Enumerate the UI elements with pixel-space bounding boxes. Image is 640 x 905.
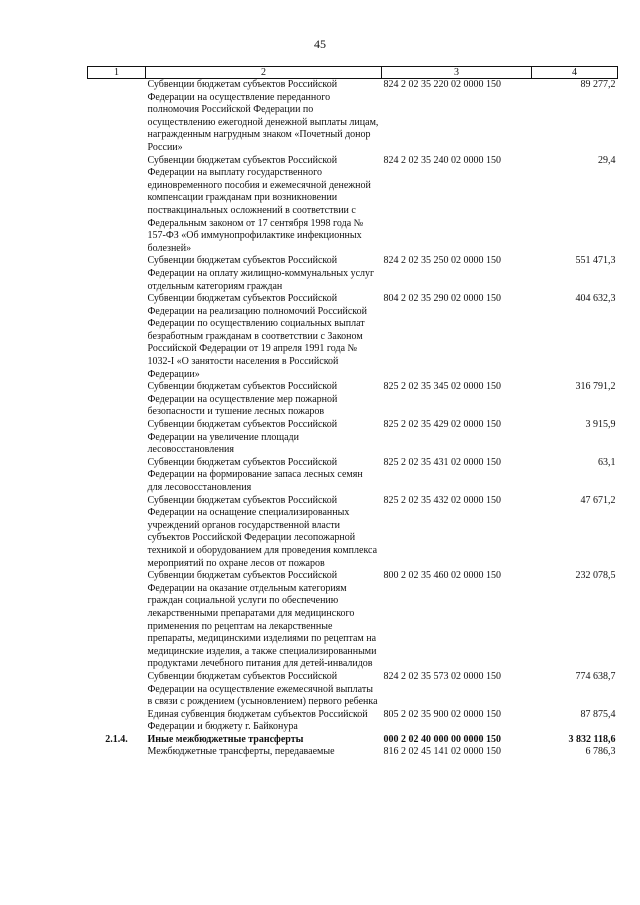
column-header-1: 1 (88, 67, 146, 79)
row-name-cell: Субвенции бюджетам субъектов Российской Федерации на оснащение специализированных учреждений органов государственной власти субъектов Российской Федерации лесопожарной техникой и оборудованием для проведения комплекса мероприятий по охране лесов от пожаров (147, 494, 378, 569)
column-number-header-row (88, 67, 618, 79)
row-name-cell: Субвенции бюджетам субъектов Российской Федерации на формирование запаса лесных семян для лесовосстановления (147, 456, 363, 493)
row-name-cell: Единая субвенция бюджетам субъектов Российской Федерации и бюджету г. Байконура (147, 708, 368, 733)
column-header-4: 4 (532, 67, 618, 79)
row-amount-cell: 551 471,3 (575, 255, 616, 267)
row-amount-cell: 29,4 (598, 154, 616, 166)
row-number-cell: 2.1.4. (105, 733, 128, 745)
row-amount-cell: 47 671,2 (580, 494, 616, 506)
row-code-cell: 800 2 02 35 460 02 0000 150 (383, 570, 501, 582)
table-row (88, 671, 618, 709)
budget-revenue-table (87, 66, 618, 759)
table-row (88, 155, 618, 256)
row-amount-cell: 774 638,7 (575, 670, 616, 682)
row-amount-cell: 404 632,3 (575, 293, 616, 305)
row-number-cell (88, 495, 146, 571)
row-number-cell (88, 457, 146, 495)
row-amount-cell: 3 915,9 (585, 419, 616, 431)
row-code-cell: 816 2 02 45 141 02 0000 150 (383, 746, 501, 758)
row-amount-cell: 63,1 (598, 456, 616, 468)
table-row (88, 419, 618, 457)
row-number-cell (88, 709, 146, 734)
column-header-2: 2 (146, 67, 382, 79)
row-code-cell: 824 2 02 35 250 02 0000 150 (383, 255, 501, 267)
row-amount-cell: 87 875,4 (580, 708, 616, 720)
row-name-cell: Субвенции бюджетам субъектов Российской Федерации на осуществление мер пожарной безопасности и тушение лесных пожаров (147, 381, 338, 418)
row-amount-cell: 232 078,5 (575, 570, 616, 582)
row-number-cell (88, 79, 146, 155)
table-row (88, 495, 618, 571)
row-amount-cell: 89 277,2 (580, 79, 616, 90)
row-name-cell: Иные межбюджетные трансферты (147, 733, 304, 745)
row-code-cell: 825 2 02 35 432 02 0000 150 (383, 494, 501, 506)
row-number-cell (88, 419, 146, 457)
row-code-cell: 804 2 02 35 290 02 0000 150 (383, 293, 501, 305)
table-row (88, 746, 618, 759)
column-header-3: 3 (382, 67, 532, 79)
table-row (88, 79, 618, 155)
row-amount-cell: 6 786,3 (585, 746, 616, 758)
row-name-cell: Субвенции бюджетам субъектов Российской Федерации на реализацию полномочий Российской Федерации по осуществлению социальных выплат безработным гражданам в соответствии с Законом Российской Федерации от 19 апреля 1991 года № 1032-I «О занятости населения в Российской Федерации» (147, 293, 367, 380)
row-code-cell: 825 2 02 35 431 02 0000 150 (383, 456, 501, 468)
row-name-cell: Субвенции бюджетам субъектов Российской Федерации на осуществление ежемесячной выплаты в связи с рождением (усыновлением) первого ребенка (147, 670, 378, 708)
table-row (88, 381, 618, 419)
row-name-cell: Субвенции бюджетам субъектов Российской Федерации на оказание отдельным категориям граждан социальной услуги по обеспечению лекарственными препаратами для медицинского применения по рецептам на лекарственные препараты, медицинскими изделиями по рецептам на медицинские изделия, а также специализированными продуктами лечебного питания для детей-инвалидов (147, 570, 377, 670)
row-code-cell: 825 2 02 35 345 02 0000 150 (383, 381, 501, 393)
row-number-cell (88, 155, 146, 256)
row-number-cell (88, 746, 146, 759)
table-row (88, 570, 618, 671)
table-row (88, 293, 618, 381)
row-amount-cell: 316 791,2 (575, 381, 616, 393)
row-number-cell (88, 671, 146, 709)
row-code-cell: 824 2 02 35 240 02 0000 150 (383, 154, 501, 166)
row-code-cell: 824 2 02 35 220 02 0000 150 (383, 79, 501, 90)
row-name-cell: Субвенции бюджетам субъектов Российской Федерации на оплату жилищно-коммунальных услуг отдельным категориям граждан (147, 255, 375, 292)
row-code-cell: 805 2 02 35 900 02 0000 150 (383, 708, 501, 720)
row-number-cell (88, 570, 146, 671)
row-amount-cell: 3 832 118,6 (568, 733, 616, 745)
table-row (88, 255, 618, 293)
row-number-cell (88, 381, 146, 419)
table-row (88, 734, 618, 747)
row-number-cell (88, 255, 146, 293)
row-number-cell (88, 293, 146, 381)
table-body (88, 79, 618, 760)
row-code-cell: 825 2 02 35 429 02 0000 150 (383, 419, 501, 431)
row-code-cell: 824 2 02 35 573 02 0000 150 (383, 670, 501, 682)
row-name-cell: Субвенции бюджетам субъектов Российской Федерации на увеличение площади лесовосстановления (147, 419, 338, 456)
page-number: 45 (314, 37, 326, 51)
row-name-cell: Субвенции бюджетам субъектов Российской Федерации на осуществление переданного полномочия Российской Федерации по осуществлению ежегодной денежной выплаты лицам, награжденным нагрудным знаком «Почетный донор России» (147, 79, 379, 153)
row-code-cell: 000 2 02 40 000 00 0000 150 (383, 733, 501, 745)
table-row (88, 457, 618, 495)
row-name-cell: Субвенции бюджетам субъектов Российской Федерации на выплату государственного единовременного пособия и ежемесячной денежной компенсации гражданам при возникновении поствакцинальных осложнений в соответствии с Федеральным законом от 17 сентября 1998 года № 157-ФЗ «Об иммунопрофилактике инфекционных болезней» (147, 154, 371, 254)
row-name-cell: Межбюджетные трансферты, передаваемые (147, 746, 335, 758)
table-row (88, 709, 618, 734)
